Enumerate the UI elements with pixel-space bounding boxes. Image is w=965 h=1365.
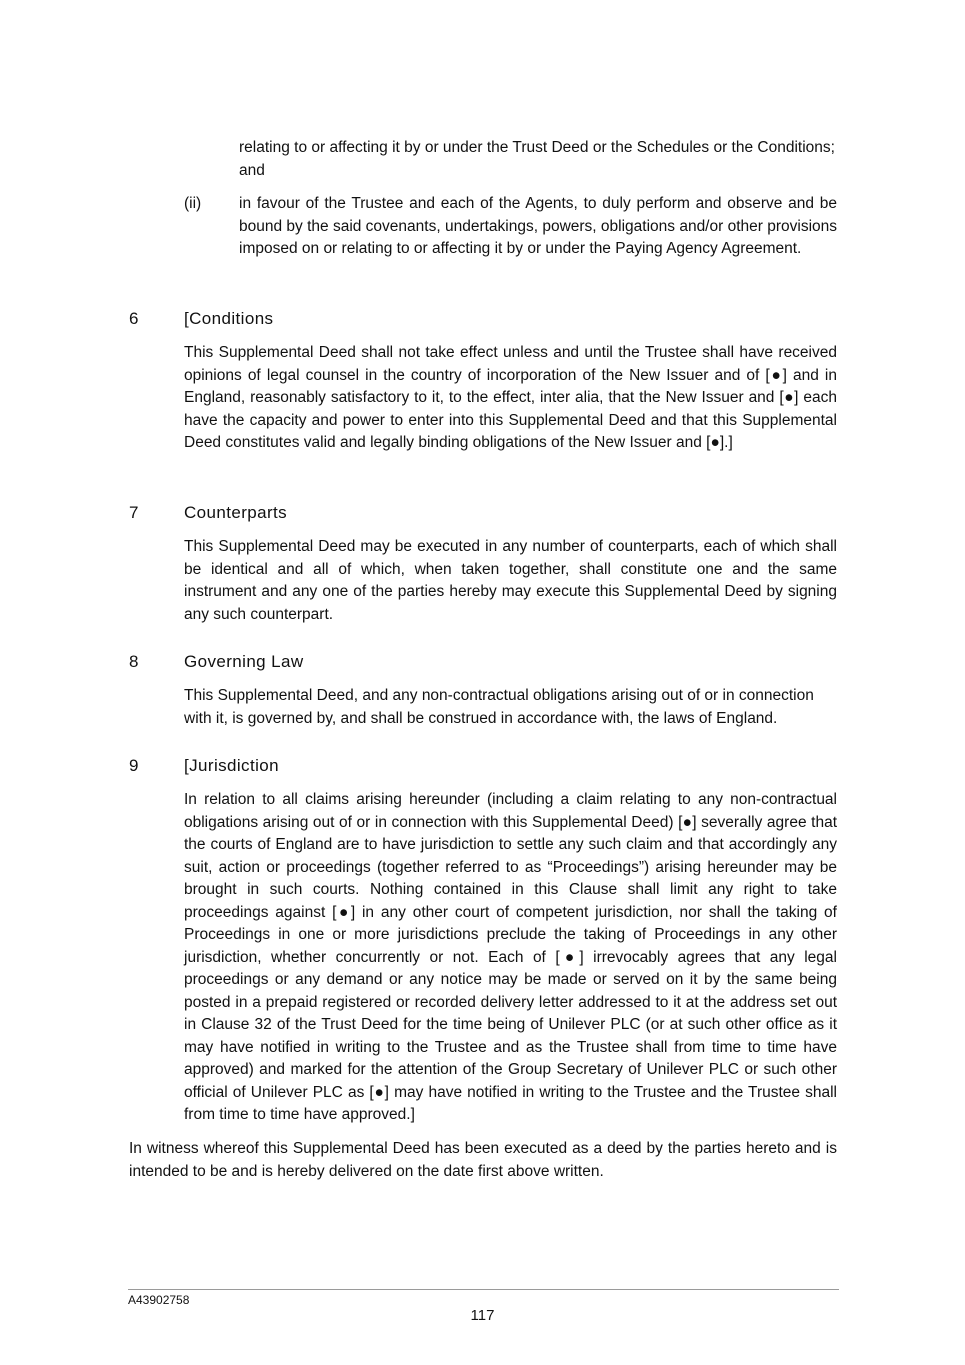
section-8-body: This Supplemental Deed, and any non-contractual obligations arising out of or in connection with it, is governed by, and shall be construed in accordance with, the laws of England.	[184, 687, 814, 727]
section-9-title: [Jurisdiction	[184, 756, 279, 775]
page-number: 117	[470, 1307, 495, 1324]
item-ii-paragraph: in favour of the Trustee and each of the Agents, to duly perform and observe and be bound by the said covenants, undertakings, powers, obligations and/or other provisions imposed on or relating to or affecting it by or under the Paying Agency Agreement.	[239, 195, 837, 257]
section-6-title: [Conditions	[184, 309, 274, 328]
section-7-title: Counterparts	[184, 503, 288, 522]
continuation-paragraph: relating to or affecting it by or under the Trust Deed or the Schedules or the Conditions; and	[239, 139, 835, 179]
section-7-number: 7	[129, 503, 139, 522]
section-8-number: 8	[129, 652, 139, 671]
section-8-title: Governing Law	[184, 652, 304, 671]
section-6-number: 6	[129, 309, 139, 328]
document-reference: A43902758	[128, 1293, 190, 1307]
section-9-body: In relation to all claims arising hereunder (including a claim relating to any non-contractual obligations arising out of or in connection with this Supplemental Deed) [●] severally agree that the courts of England are to have jurisdiction to settle any such claim and that accordingly any suit, action or proceedings (together referred to as “Proceedings”) arising hereunder may be brought in such courts. Nothing contained in this Clause shall limit any right to take proceedings against [●] in any other court of competent jurisdiction, nor shall the taking of Proceedings in one or more jurisdictions preclude the taking of Proceedings in any other jurisdiction, whether concurrently or not. Each of [●] irrevocably agrees that any legal proceedings or any demand or any notice may be made or served on it by the same being posted in a prepaid registered or recorded delivery letter addressed to it at the address set out in Clause 32 of the Trust Deed for the time being of Unilever PLC (or at such other office as it may have notified in writing to the Trustee and as the Trustee shall from time to time have approved) and marked for the attention of the Group Secretary of Unilever PLC or such other official of Unilever PLC as [●] may have notified in writing to the Trustee and the Trustee shall from time to time have approved.]	[184, 791, 837, 1123]
section-6-body: This Supplemental Deed shall not take effect unless and until the Trustee shall have received opinions of legal counsel in the country of incorporation of the New Issuer and of [●] and in England, reasonably satisfactory to it, to the effect, inter alia, that the New Issuer and [●] each have the capacity and power to enter into this Supplemental Deed and that this Supplemental Deed constitutes valid and legally binding obligations of the New Issuer and [●].]	[184, 344, 837, 451]
witness-paragraph: In witness whereof this Supplemental Deed has been executed as a deed by the parties hereto and is intended to be and is hereby delivered on the date first above written.	[129, 1140, 837, 1180]
section-9-number: 9	[129, 756, 139, 775]
footer-separator	[128, 1289, 839, 1290]
item-ii-label: (ii)	[184, 195, 202, 212]
section-7-body: This Supplemental Deed may be executed in any number of counterparts, each of which shall be identical and all of which, when taken together, shall constitute one and the same instrument and any one of the parties hereby may execute this Supplemental Deed by signing any such counterpart.	[184, 538, 837, 623]
